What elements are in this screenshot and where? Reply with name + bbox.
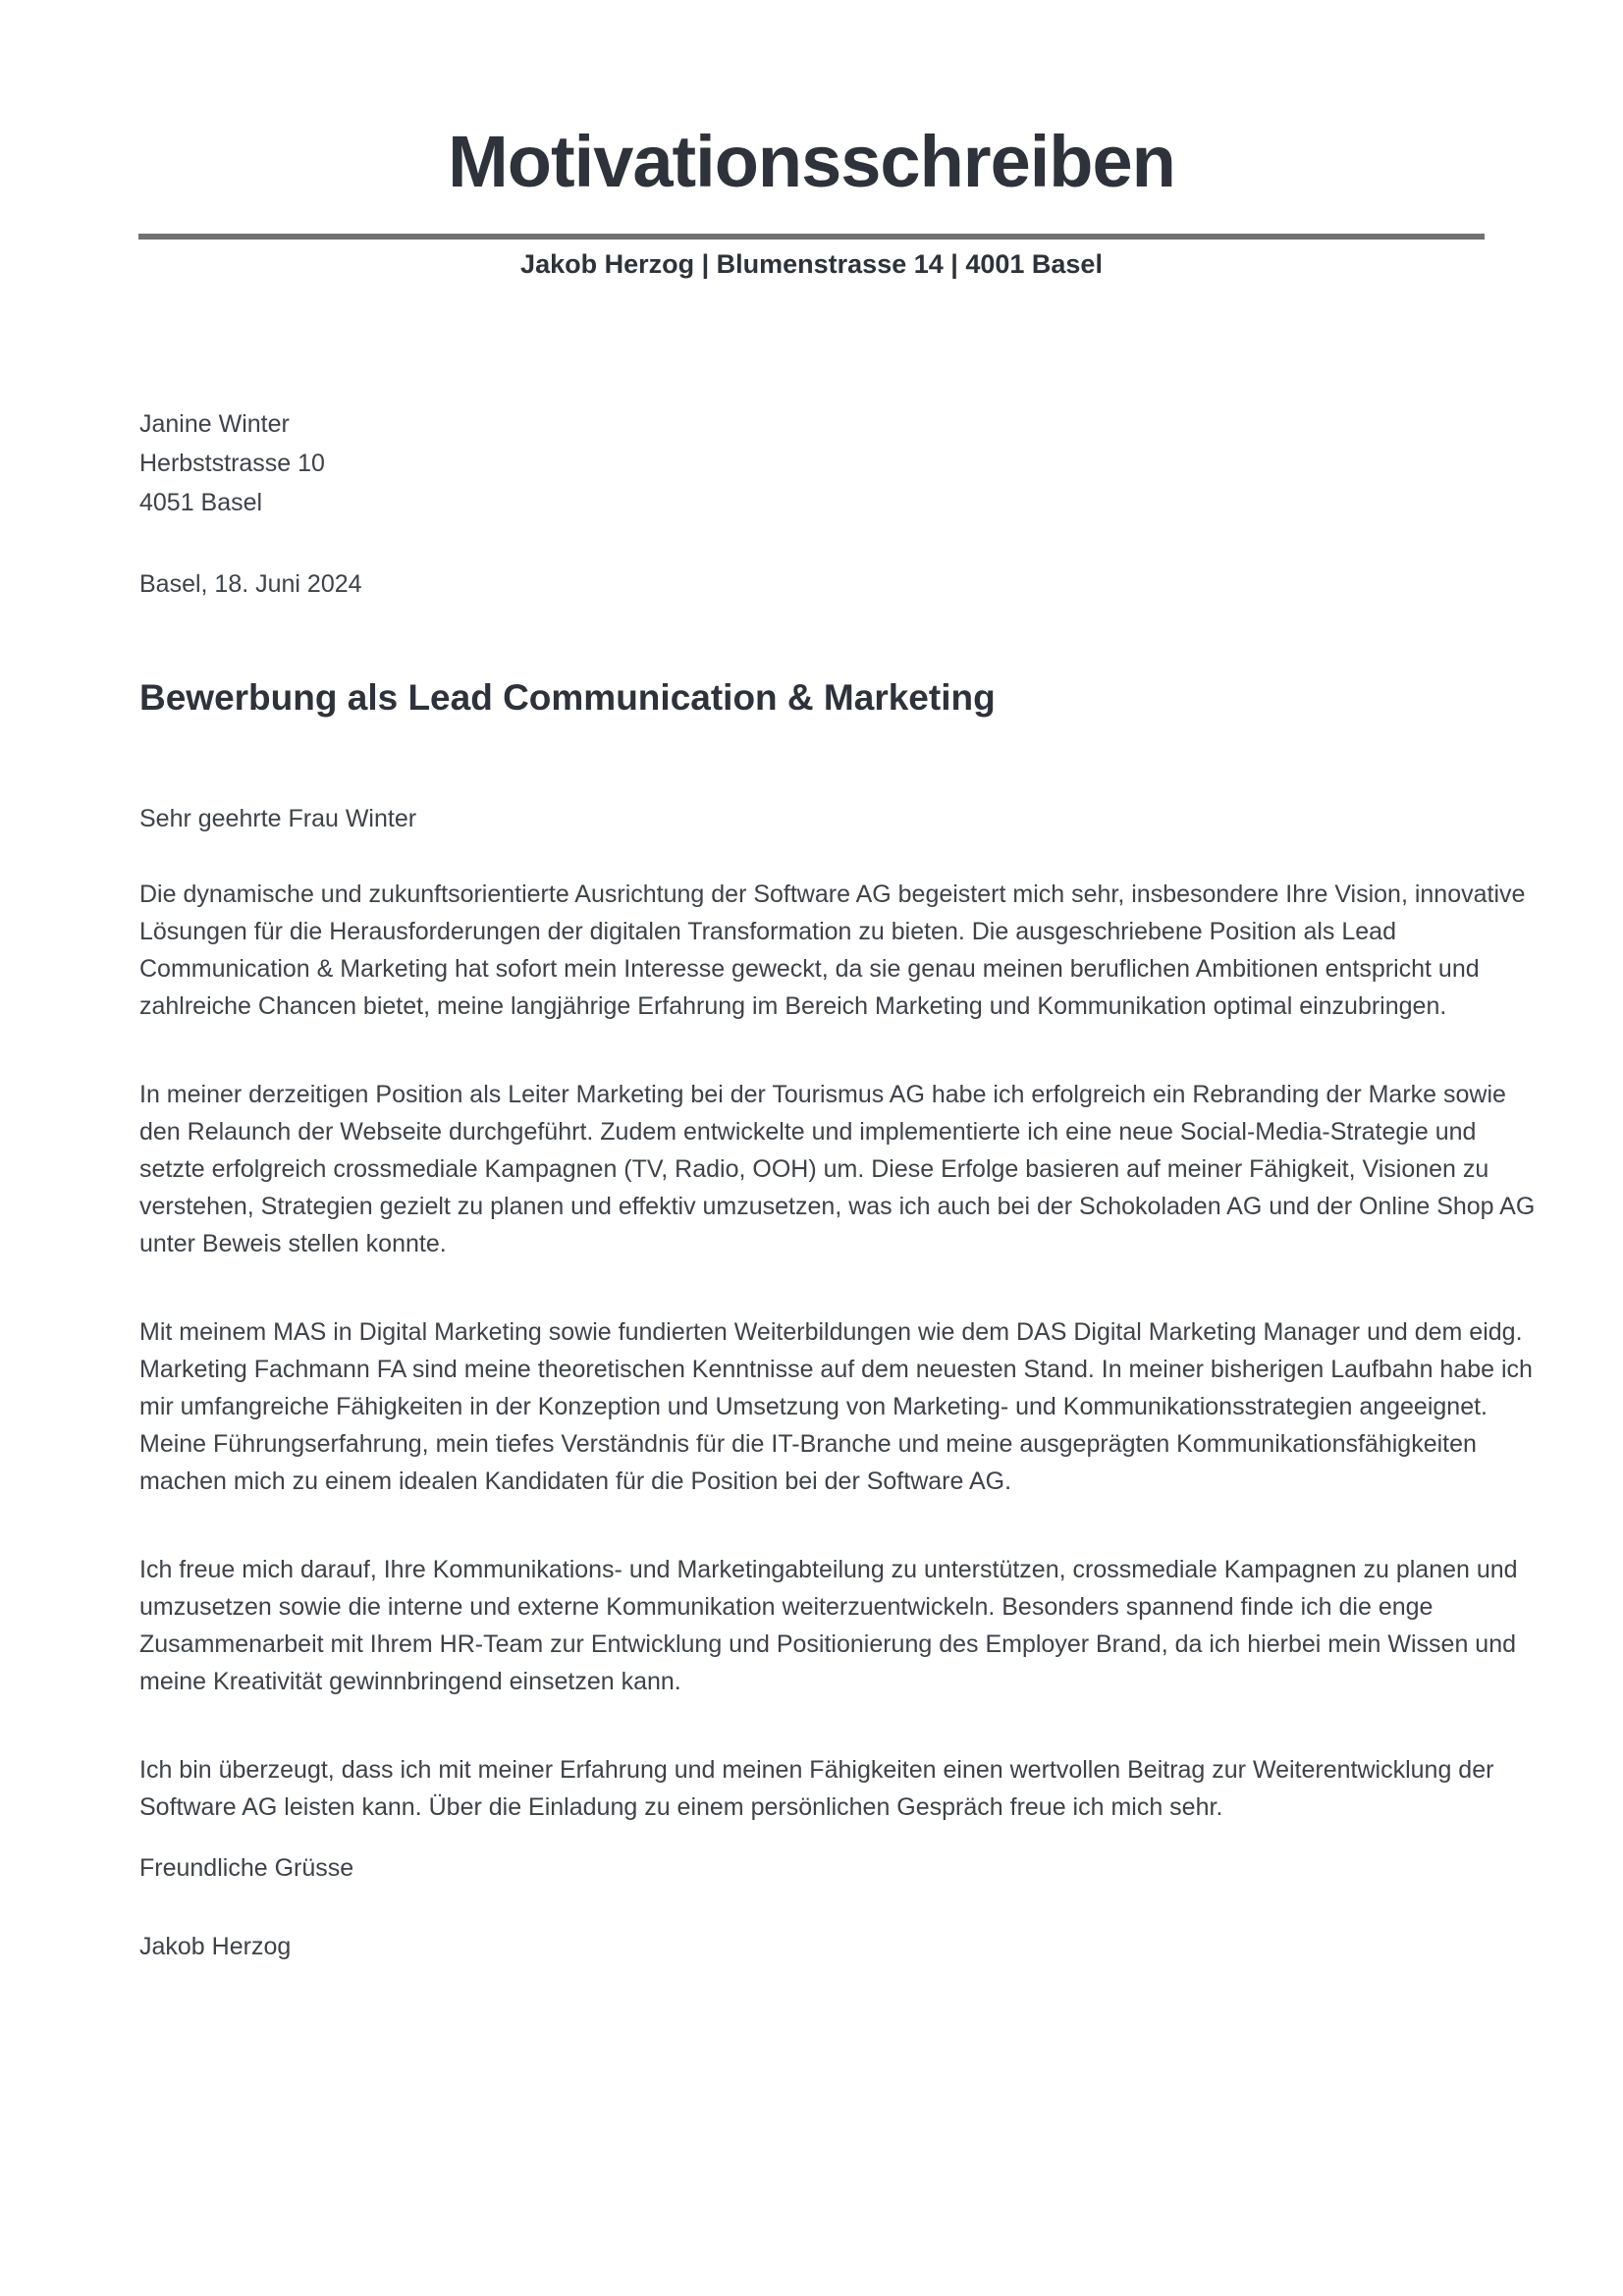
recipient-address-block <box>139 404 1542 522</box>
paragraph-current-position: In meiner derzeitigen Position als Leiter Marketing bei der Tourismus AG habe ich erfolgreich ein Rebranding der Marke sowie den Relaunch der Webseite durchgeführt. Zudem entwickelte und implementierte ich eine neue Social-Media-Strategie und setzte erfolgreich crossmediale Kampagnen (TV, Radio, OOH) um. Diese Erfolge basieren auf meiner Fähigkeit, Visionen zu verstehen, Strategien gezielt zu planen und effektiv umzusetzen, was ich auch bei der Schokoladen AG und der Online Shop AG unter Beweis stellen konnte. <box>139 1081 1536 1257</box>
sender-contact-line: Jakob Herzog | Blumenstrasse 14 | 4001 Basel <box>520 249 1103 279</box>
paragraph-conclusion: Ich bin überzeugt, dass ich mit meiner Erfahrung und meinen Fähigkeiten einen wertvollen Beitrag zur Weiterentwicklung der Software AG leisten kann. Über die Einladung zu einem persönlichen Gespräch freue ich mich sehr. <box>139 1756 1494 1821</box>
recipient-street: Herbststrasse 10 <box>139 450 325 477</box>
subject-heading: Bewerbung als Lead Communication & Marketing <box>139 677 996 718</box>
recipient-city: 4051 Basel <box>139 489 263 516</box>
salutation: Sehr geehrte Frau Winter <box>139 805 417 832</box>
letter-header <box>0 0 1623 281</box>
closing-greeting: Freundliche Grüsse <box>139 1854 354 1882</box>
page-title: Motivationsschreiben <box>448 121 1175 202</box>
paragraph-intro: Die dynamische und zukunftsorientierte Ausrichtung der Software AG begeistert mich sehr, insbesondere Ihre Vision, innovative Lösungen für die Herausforderungen der digitalen Transformation zu bieten. Die ausgeschriebene Position als Lead Communication & Marketing hat sofort mein Interesse geweckt, da sie genau meinen beruflichen Ambitionen entspricht und zahlreiche Chancen bietet, meine langjährige Erfahrung im Bereich Marketing und Kommunikation optimal einzubringen. <box>139 881 1526 1020</box>
paragraph-qualifications: Mit meinem MAS in Digital Marketing sowie fundierten Weiterbildungen wie dem DAS Digital Marketing Manager und dem eidg. Marketing Fachmann FA sind meine theoretischen Kenntnisse auf dem neuesten Stand. In meiner bisherigen Laufbahn habe ich mir umfangreiche Fähigkeiten in der Konzeption und Umsetzung von Marketing- und Kommunikationsstrategien angeeignet. Meine Führungserfahrung, mein tiefes Verständnis für die IT-Branche und meine ausgeprägten Kommunikationsfähigkeiten machen mich zu einem idealen Kandidaten für die Position bei der Software AG. <box>139 1318 1533 1495</box>
date-line: Basel, 18. Juni 2024 <box>139 570 362 598</box>
title-divider <box>138 234 1485 240</box>
signature-name: Jakob Herzog <box>139 1933 292 1960</box>
letter-body <box>0 404 1623 1965</box>
recipient-name: Janine Winter <box>139 410 290 438</box>
paragraph-motivation: Ich freue mich darauf, Ihre Kommunikations- und Marketingabteilung zu unterstützen, crossmediale Kampagnen zu planen und umzusetzen sowie die interne und externe Kommunikation weiterzuentwickeln. Besonders spannend finde ich die enge Zusammenarbeit mit Ihrem HR-Team zur Entwicklung und Positionierung des Employer Brand, da ich hierbei mein Wissen und meine Kreativität gewinnbringend einsetzen kann. <box>139 1556 1518 1695</box>
